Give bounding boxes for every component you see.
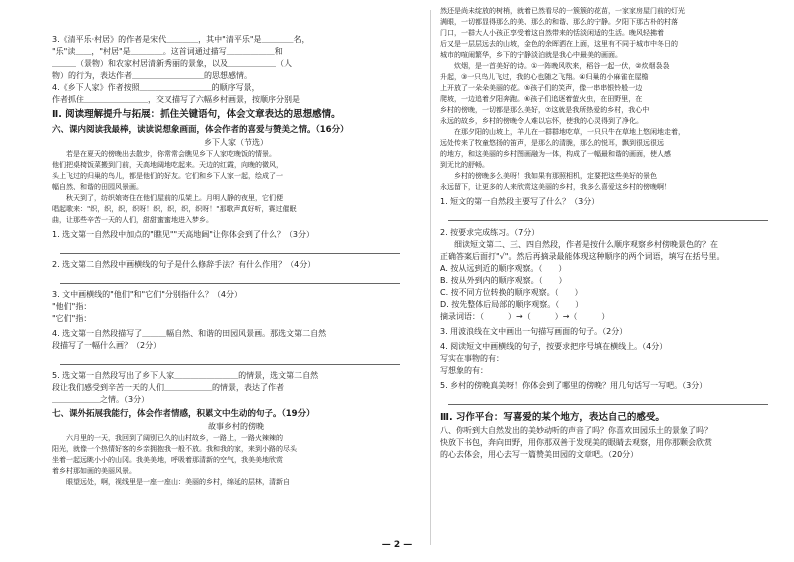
passage-line: 若是在夏天的傍晚出去散步，你常常会瞧见乡下人家吃晚饭的情景。 — [66, 150, 276, 158]
passage-line: 眼望远处，啊，视线里是一座一座山：美丽的乡村，绵延的层林，清新自 — [66, 478, 290, 486]
section-3-title: Ⅲ. 习作平台：写喜爱的某个地方，表达自己的感受。 — [440, 412, 665, 423]
passage-line: 幅自然、和谐的田园风景画。 — [52, 183, 143, 191]
passage-line: 到无比的舒畅。 — [440, 161, 489, 169]
question-1: 1. 短文的第一自然段主要写了什么？（3分） — [440, 197, 600, 206]
question-5-cont: 段让我们感受到辛苦一天的人们＿＿＿＿＿＿的情景，表达了作者 — [52, 383, 284, 392]
question-7-title: 七、课外拓展我能行，体会作者情感，积累文中生动的句子。（19分） — [52, 409, 315, 419]
question-3: 3. 文中画横线的"他们"和"它们"分别指什么？（4分） — [52, 290, 242, 299]
passage-line: 他们把桌椅饭菜搬到门前，天高地阔地吃起来。天边的红霞，向晚的微风， — [52, 161, 283, 169]
answer-label-it: "它们"指： — [52, 314, 92, 323]
composition-prompt: 快放下书包，奔向田野，用你那双善于发现美的眼睛去观察，用你那颗会欣赏 — [440, 438, 712, 447]
poem-line: 4.《乡下人家》作者按照＿＿＿＿＿＿＿＿＿的顺序写景， — [52, 83, 260, 92]
answer-line — [60, 354, 400, 365]
passage-line: 六月里的一天，我回到了阔别已久的山村故乡，一路上，一路火辣辣的 — [66, 434, 283, 442]
passage-line: 永远留下，让更多的人来欣赏这美丽的乡村，我多么喜爱这乡村的傍晚啊！ — [440, 183, 671, 191]
passage-1-title: 乡下人家（节选） — [204, 138, 268, 147]
answer-line — [448, 394, 768, 405]
passage-line: 的地方，和这美丽的乡村图画融为一体，构成了一幅最和谐的画面，使人感 — [440, 150, 671, 158]
passage-line: 乡村的傍晚，一切都是那么美好，⑦这就是我所热爱的乡村，我心中 — [440, 106, 650, 114]
question-5: 5. 选文第一自然段写出了乡下人家＿＿＿＿＿＿＿＿的情景，选文第二自然 — [52, 371, 319, 380]
poem-questions — [52, 34, 420, 106]
passage-line: 秋天到了，纺织娘寄住在他们屋前的瓜架上。月明人静的夜里，它们便 — [66, 194, 283, 202]
passage-line: 爬坡，一边追着夕阳奔跑。⑥孩子们追逐着萤火虫，在田野里，在 — [440, 95, 643, 103]
question-4-cont: 段描写了一幅什么画？（2分） — [52, 341, 162, 350]
passage-line: 远处传来了牧童悠扬的笛声，是那么的清脆，那么的悦耳，飘到很远很远 — [440, 139, 664, 147]
question-5: 5. 乡村的傍晚真美呀！你体会到了哪里的傍晚？用几句话写一写吧。（3分） — [440, 381, 708, 390]
question-5-cont: ＿＿＿＿＿＿之情。（3分） — [52, 395, 150, 404]
passage-line: 着乡村那如画的美丽风景。 — [52, 467, 136, 475]
passage-line: 曲，让那些辛苦一天的人们，甜甜蜜蜜地进入梦乡。 — [52, 216, 213, 224]
excerpt-words: 摘录词语：（ ）→（ ）→（ ） — [440, 312, 610, 321]
section-2-title: Ⅱ. 阅读理解提升与拓展：抓住关键语句，体会文章表达的思想感情。 — [52, 109, 341, 120]
question-2-instruction: 正确答案后面打"√"。然后再摘录最能体现这种顺序的两个词语，填写在括号里。 — [440, 252, 725, 261]
choice-d: D. 按先整体后局部的顺序观察。（ ） — [440, 300, 584, 309]
passage-line: 乡村的傍晚多么美呀！我如果有那照相机，定要把这些美好的景色 — [454, 172, 657, 180]
answer-line — [60, 273, 400, 284]
question-2-instruction: 细读短文第二、三、四自然段，作者是按什么顺序观察乡村傍晚景色的？在 — [454, 240, 718, 249]
passage-1 — [52, 149, 420, 226]
composition-prompt: 八、你听到大自然发出的美妙动听的声音了吗？你喜欢田园乐土的景象了吗？ — [440, 426, 712, 435]
passage-line: 然还是尚未绽放的树梢，就着已然看尽的一簇簇的花苗，一家家房屋门前的灯光 — [440, 7, 685, 15]
question-6-title: 六、课内阅读我最棒，读读说想象画面，体会作者的喜爱与赞美之情。（16分） — [52, 125, 349, 135]
passage-2-continued — [440, 6, 782, 193]
passage-line: 在那夕阳的山坡上，羊儿在一群群地吃草，一只只牛在草地上悠闲地走着， — [454, 128, 685, 136]
page-number: — 2 — — [381, 540, 413, 550]
choice-b: B. 按从外到内的顺序观察。（ ） — [440, 276, 567, 285]
passage-line: 唱起歌来："织，织，织，织呀！织，织，织，织呀！"那歌声真好听，赛过催眠 — [52, 205, 297, 213]
poem-line: "乐"读＿＿，"村居"是＿＿＿＿。这首词通过描写＿＿＿＿＿＿和 — [52, 47, 283, 56]
passage-2 — [52, 433, 420, 488]
passage-line: 头上飞过的归巢的鸟儿，都是他们的好友。它们和乡下人家一起，绘成了一 — [52, 172, 283, 180]
composition-prompt: 的心去体会，用心去写一篇赞美田园的文章吧。（20分） — [440, 450, 639, 459]
left-column — [52, 34, 420, 554]
passage-line: 城市的喧闹繁华，乡下的宁静淡泊就是我心中最美的画面。 — [440, 51, 622, 59]
poem-line: 作者抓住＿＿＿＿＿＿＿＿，交叉描写了六幅乡村画景，按顺序分别是 — [52, 95, 300, 104]
question-4: 4. 选文第一自然段描写了＿＿＿幅自然、和谐的田园风景画。那选文第二自然 — [52, 329, 327, 338]
question-3: 3. 用波浪线在文中画出一句描写画面的句子。（2分） — [440, 327, 628, 336]
passage-line: 上开放了一朵朵美丽的花。⑤孩子们的笑声，像一串串银铃般一边 — [440, 84, 643, 92]
question-2: 2. 选文第二自然段中画横线的句子是什么修辞手法？有什么作用？（4分） — [52, 260, 316, 269]
passage-line: 炊烟，是一首美好的诗。①一阵晚风吹来，稻谷一起一伏，②炊烟袅袅 — [454, 62, 670, 70]
real-things-label: 写实在事物的有： — [440, 354, 504, 363]
choice-c: C. 按不同方位转换的顺序观察。（ ） — [440, 288, 583, 297]
answer-label-they: "他们"指： — [52, 302, 92, 311]
answer-line — [448, 210, 768, 221]
passage-line: 永远的故乡，乡村的傍晚令人难以忘怀，使我的心灵得到了净化。 — [440, 117, 643, 125]
question-1: 1. 选文第一自然段中加点的"瞧见""天高地阔"让你体会到了什么？（3分） — [52, 230, 314, 239]
passage-line: 后又是一层层远去的山坡，金色的余晖洒在上面，这里有不同于城市中冬日的 — [440, 40, 678, 48]
passage-line: 升起，③一只鸟儿飞过，我的心也随之飞翔。④归巢的小麻雀在屋檐 — [440, 73, 649, 81]
passage-2-title: 故事乡村的傍晚 — [208, 422, 264, 431]
passage-line: 门口，一群大人小孩正享受着这自然带来的恬淡闲适的生活。晚风轻拂着 — [440, 29, 664, 37]
passage-line: 满眼，一切都显得那么的美、那么的和谐、那么的宁静。夕阳下那古朴的村落 — [440, 18, 678, 26]
question-4: 4. 阅读短文中画横线的句子，按要求把序号填在横线上。（4分） — [440, 342, 668, 351]
poem-line: 3.《清平乐·村居》的作者是宋代＿＿＿＿，其中"清平乐"是＿＿＿＿名， — [52, 35, 310, 44]
right-column — [440, 6, 782, 516]
question-2: 2. 按要求完成练习。（7分） — [440, 228, 540, 237]
poem-line: 物）的行为，表达作者＿＿＿＿＿＿＿＿＿的思想感情。 — [52, 71, 252, 80]
choice-a: A. 按从远到近的顺序观察。（ ） — [440, 264, 567, 273]
column-divider — [430, 10, 431, 545]
passage-line: 坐着一起远眺小小的山冈。我美美地，呼吸着那清新的空气，我美美地欣赏 — [52, 456, 283, 464]
poem-line: ＿＿＿（景物）和农家村居清新秀丽的景象，以及＿＿＿＿＿＿（人 — [52, 59, 292, 68]
answer-line — [60, 243, 400, 254]
passage-line: 阳光，就像一个热情好客的乡亲拥抱我一般不放。我和我的家，来到小路的尽头 — [52, 445, 297, 453]
imagination-label: 写想象的有： — [440, 366, 488, 375]
